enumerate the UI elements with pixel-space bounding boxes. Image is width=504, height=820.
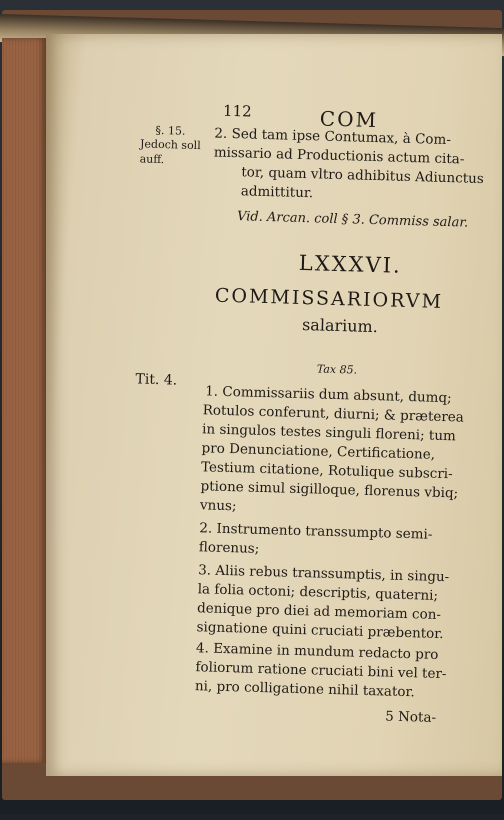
margin-note-auff: auff.: [139, 152, 165, 167]
item-4-line: foliorum ratione cruciati bini vel ter-: [195, 659, 447, 683]
item-1-line: pro Denunciatione, Certificatione,: [201, 440, 436, 463]
section-number: LXXXVI.: [298, 250, 403, 278]
catchword: 5 Nota-: [384, 708, 437, 726]
item-2-line: florenus;: [198, 539, 260, 557]
page-number: 112: [222, 101, 252, 121]
paragraph-line: 2. Sed tam ipse Contumax, à Com-: [214, 125, 452, 149]
item-1-line: 1. Commissariis dum absunt, dumq;: [204, 383, 452, 407]
section-title: COMMISSARIORVM: [214, 284, 444, 313]
margin-section-ref: §. 15.: [155, 123, 186, 138]
tax-label: Tax 85.: [316, 362, 358, 377]
item-3-line: signatione quini cruciati præbentor.: [196, 619, 444, 643]
item-2-line: 2. Instrumento transsumpto semi-: [199, 520, 433, 543]
margin-note-jedoch: Jedoch soll: [139, 137, 201, 153]
section-subtitle: salarium.: [301, 315, 379, 337]
item-4-line: ni, pro colligatione nihil taxator.: [194, 678, 415, 701]
item-3-line: 3. Aliis rebus transsumptis, in singu-: [197, 562, 450, 586]
paragraph-line: missario ad Productionis actum cita-: [213, 144, 465, 168]
item-1-line: Rotulos conferunt, diurni; & præterea: [202, 402, 465, 426]
margin-title-ref: Tit. 4.: [135, 371, 178, 389]
item-1-line: vnus;: [199, 497, 237, 515]
running-head: COM: [319, 106, 379, 133]
reference-note: Vid. Arcan. coll § 3. Commiss salar.: [236, 209, 469, 231]
item-1-line: in singulos testes singuli floreni; tum: [201, 421, 457, 445]
paragraph-line: admittitur.: [240, 183, 314, 202]
item-4-line: 4. Examine in mundum redacto pro: [195, 640, 439, 663]
paragraph-line: tor, quam vltro adhibitus Adiunctus: [241, 164, 485, 188]
item-3-line: denique pro diei ad memoriam con-: [196, 600, 442, 624]
item-1-line: ptione simul sigilloque, florenus vbiq;: [200, 478, 459, 502]
item-3-line: la folia octoni; descriptis, quaterni;: [197, 581, 439, 604]
item-1-line: Testium citatione, Rotulique subscri-: [200, 459, 453, 483]
